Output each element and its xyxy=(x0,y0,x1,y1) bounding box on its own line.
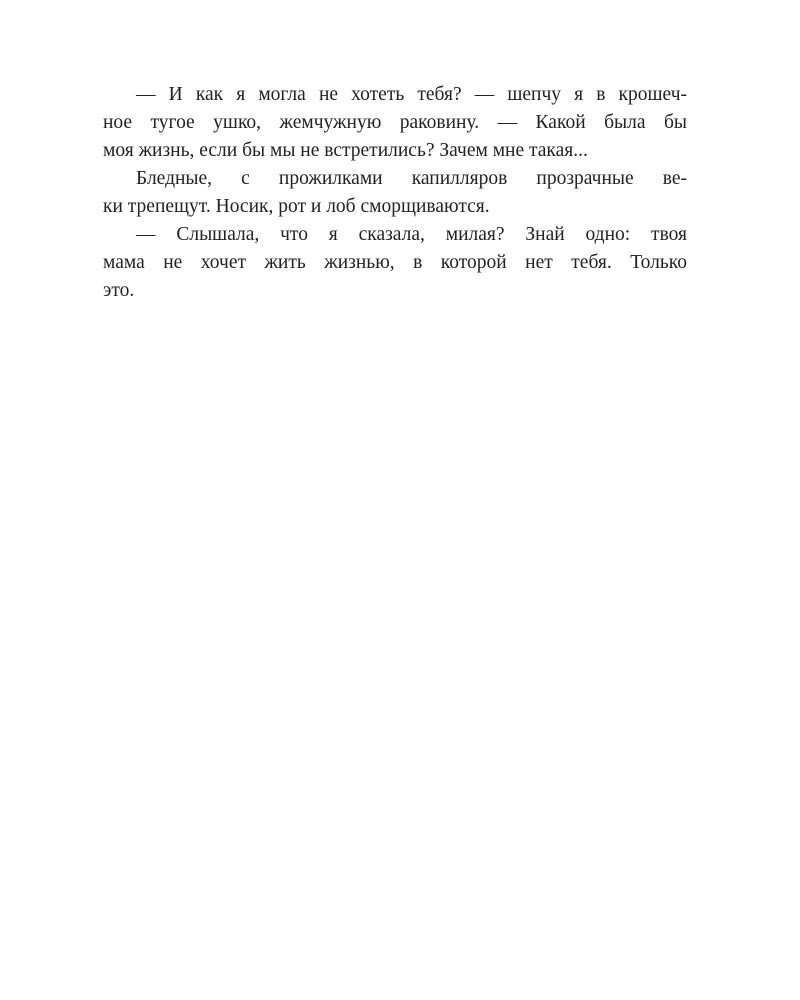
text-line: мама не хочет жить жизнью, в которой нет тебя. Только xyxy=(103,252,687,273)
text-line: ки трепещут. Носик, рот и лоб сморщиваются. xyxy=(103,196,490,217)
paragraph-3 xyxy=(103,221,687,305)
paragraph-2 xyxy=(103,165,687,221)
text-line: — И как я могла не хотеть тебя? — шепчу я в крошеч- xyxy=(136,84,687,105)
text-line: ное тугое ушко, жемчужную раковину. — Какой была бы xyxy=(103,112,687,133)
paragraph-1 xyxy=(103,81,687,165)
text-line: Бледные, с прожилками капилляров прозрачные ве- xyxy=(136,168,687,189)
text-line: это. xyxy=(103,280,135,301)
body-text xyxy=(103,81,687,305)
text-line: — Слышала, что я сказала, милая? Знай одно: твоя xyxy=(136,224,687,245)
text-line: моя жизнь, если бы мы не встретились? Зачем мне такая... xyxy=(103,140,588,161)
